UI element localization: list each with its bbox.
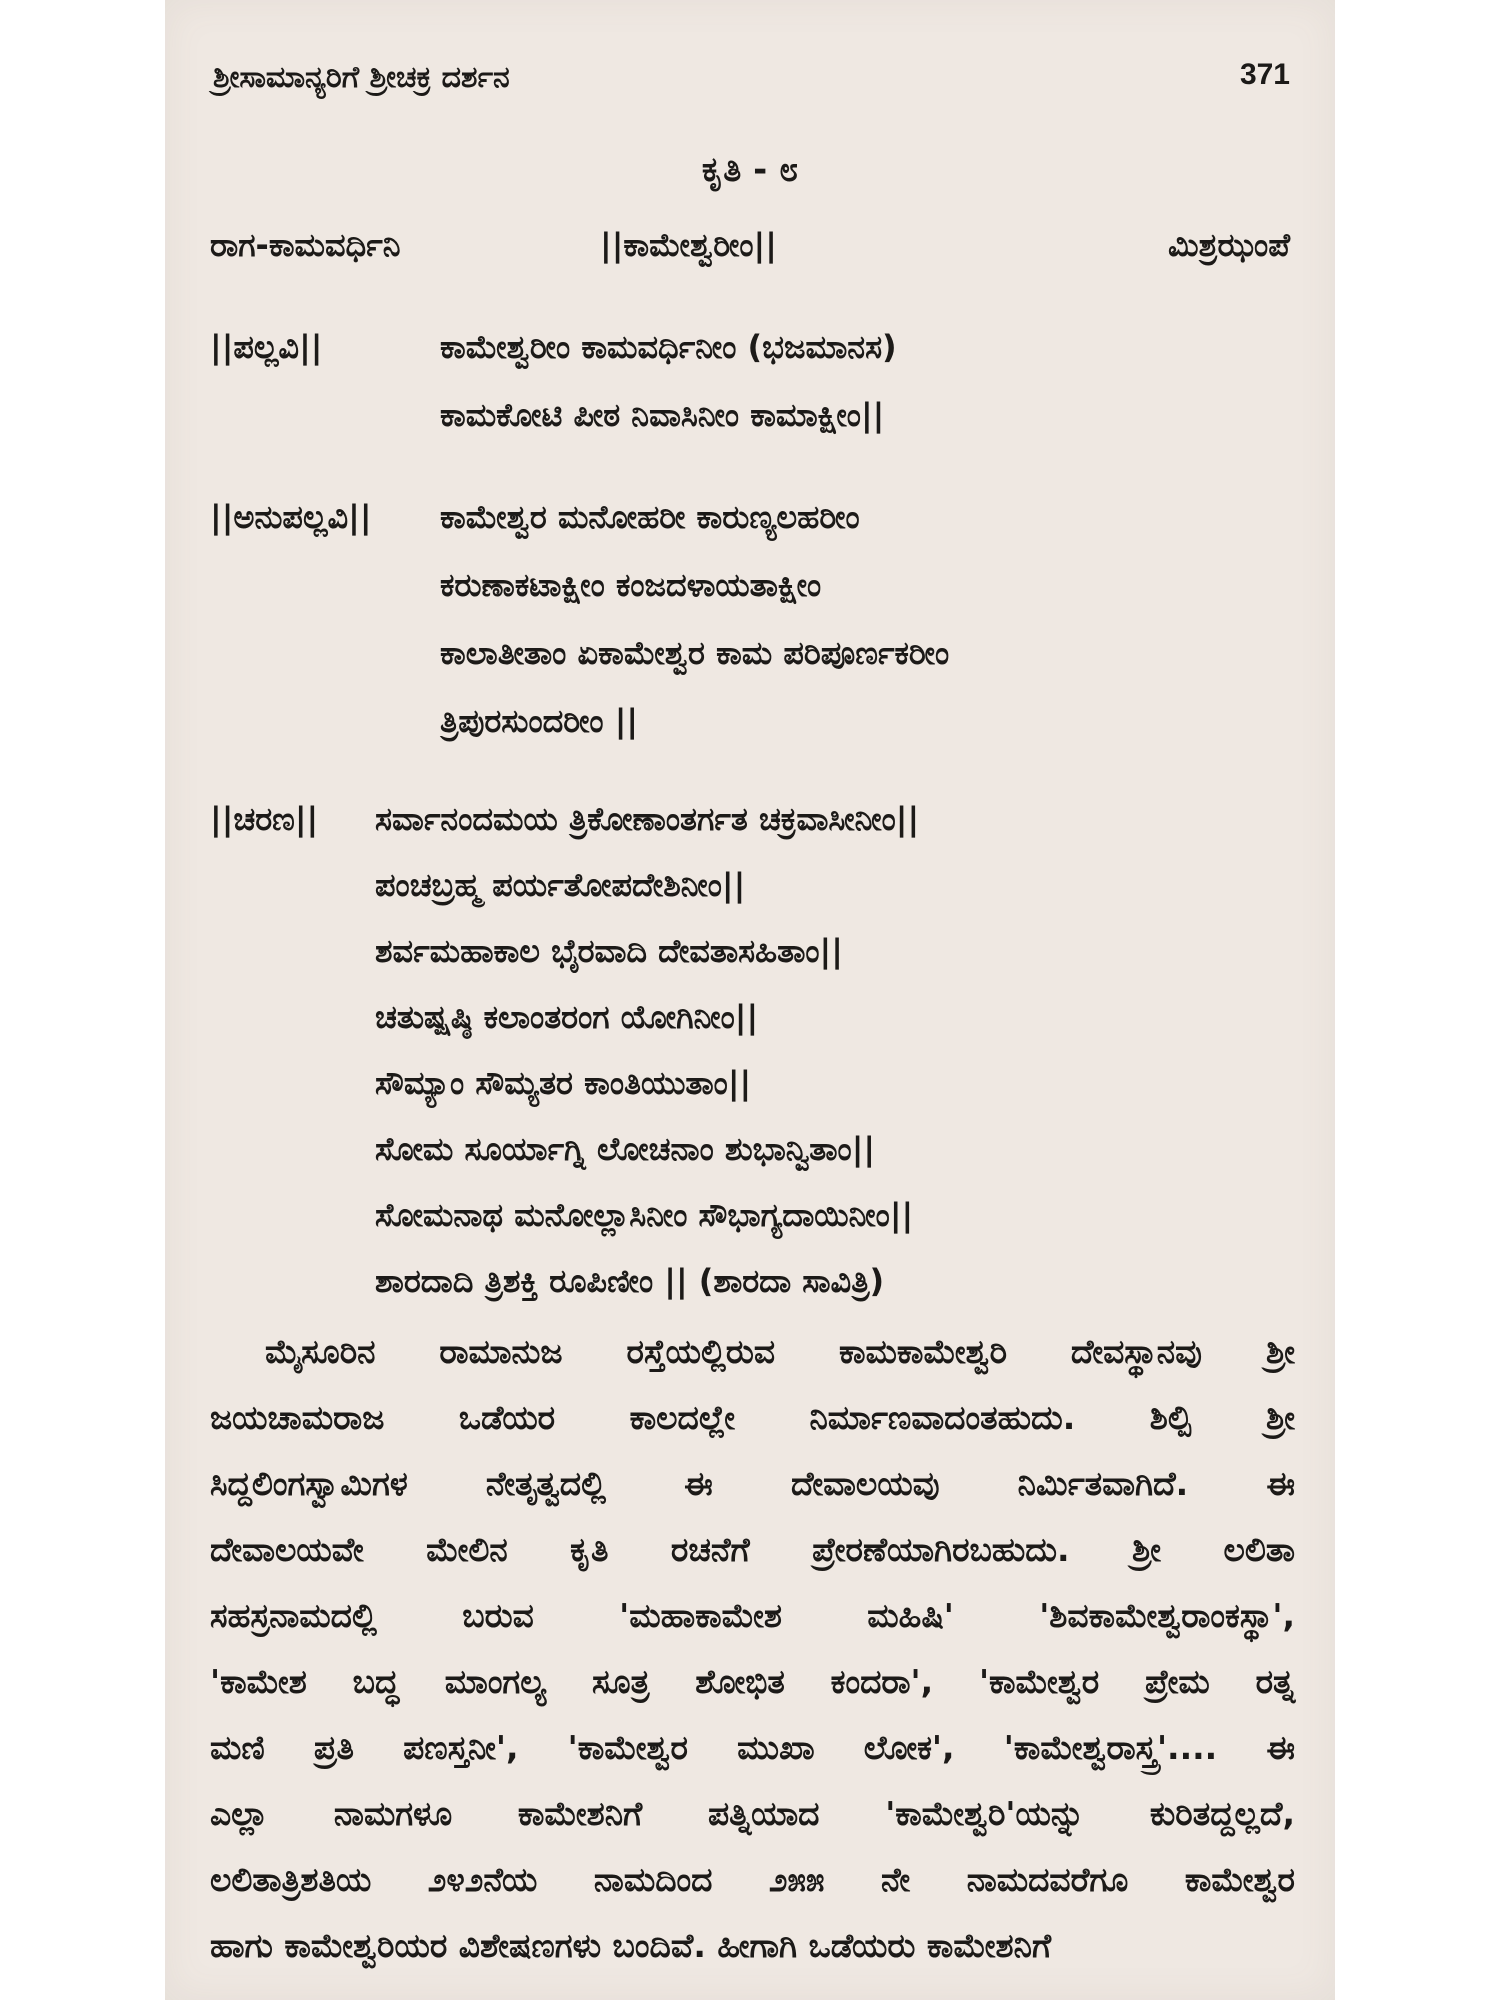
anupallavi-line: ಕಾಮೇಶ್ವರ ಮನೋಹರೀ ಕಾರುಣ್ಯಲಹರೀಂ [440, 498, 860, 536]
anupallavi-line: ಕಾಲಾತೀತಾಂ ಏಕಾಮೇಶ್ವರ ಕಾಮ ಪರಿಪೂರ್ಣಕರೀಂ [440, 634, 950, 672]
paragraph-line: ಮೈಸೂರಿನ ರಾಮಾನುಜ ರಸ್ತೆಯಲ್ಲಿರುವ ಕಾಮಕಾಮೇಶ್ವರಿ ದೇವಸ್ಥಾನವು ಶ್ರೀ [265, 1332, 1295, 1371]
charana-label: ||ಚರಣ|| [210, 800, 319, 838]
raga-label: ರಾಗ-ಕಾಮವರ್ಧಿನಿ [210, 226, 401, 264]
paragraph-line: ಮಣಿ ಪ್ರತಿ ಪಣಸ್ತನೀ', 'ಕಾಮೇಶ್ವರ ಮುಖಾ ಲೋಕ', 'ಕಾಮೇಶ್ವರಾಸ್ತ್ರ'.... ಈ [210, 1728, 1295, 1767]
paragraph-line: ಸಹಸ್ರನಾಮದಲ್ಲಿ ಬರುವ 'ಮಹಾಕಾಮೇಶ ಮಹಿಷಿ' 'ಶಿವಕಾಮೇಶ್ವರಾಂಕಸ್ಥಾ', [210, 1596, 1295, 1635]
kriti-name: ||ಕಾಮೇಶ್ವರೀಂ|| [600, 226, 777, 264]
anupallavi-line: ಕರುಣಾಕಟಾಕ್ಷೀಂ ಕಂಜದಳಾಯತಾಕ್ಷೀಂ [440, 566, 822, 604]
paragraph-line: ಹಾಗು ಕಾಮೇಶ್ವರಿಯರ ವಿಶೇಷಣಗಳು ಬಂದಿವೆ. ಹೀಗಾಗಿ ಒಡೆಯರು ಕಾಮೇಶನಿಗೆ [210, 1926, 1052, 1965]
anupallavi-line: ತ್ರಿಪುರಸುಂದರೀಂ || [440, 702, 639, 740]
paragraph-line: 'ಕಾಮೇಶ ಬದ್ಧ ಮಾಂಗಲ್ಯ ಸೂತ್ರ ಶೋಭಿತ ಕಂದರಾ', 'ಕಾಮೇಶ್ವರ ಪ್ರೇಮ ರತ್ನ [210, 1662, 1295, 1701]
charana-line: ಸೌಮ್ಯಾಂ ಸೌಮ್ಯತರ ಕಾಂತಿಯುತಾಂ|| [375, 1064, 752, 1102]
kriti-title: ಕೃತಿ - ೮ [701, 150, 799, 190]
charana-line: ಸೋಮ ಸೂರ್ಯಾಗ್ನಿ ಲೋಚನಾಂ ಶುಭಾನ್ವಿತಾಂ|| [375, 1130, 876, 1168]
pallavi-line: ಕಾಮೇಶ್ವರೀಂ ಕಾಮವರ್ಧಿನೀಂ (ಭಜಮಾನಸ) [440, 328, 897, 366]
charana-line: ಸರ್ವಾನಂದಮಯ ತ್ರಿಕೋಣಾಂತರ್ಗತ ಚಕ್ರವಾಸೀನೀಂ|| [375, 800, 920, 838]
charana-line: ಶಾರದಾದಿ ತ್ರಿಶಕ್ತಿ ರೂಪಿಣೀಂ || (ಶಾರದಾ ಸಾವಿತ್ರಿ) [375, 1262, 885, 1300]
paragraph-line: ದೇವಾಲಯವೇ ಮೇಲಿನ ಕೃತಿ ರಚನೆಗೆ ಪ್ರೇರಣೆಯಾಗಿರಬಹುದು. ಶ್ರೀ ಲಲಿತಾ [210, 1530, 1295, 1569]
charana-line: ಸೋಮನಾಥ ಮನೋಲ್ಲಾಸಿನೀಂ ಸೌಭಾಗ್ಯದಾಯಿನೀಂ|| [375, 1196, 914, 1234]
running-title: ಶ್ರೀಸಾಮಾನ್ಯರಿಗೆ ಶ್ರೀಚಕ್ರ ದರ್ಶನ [213, 60, 510, 95]
anupallavi-label: ||ಅನುಪಲ್ಲವಿ|| [210, 498, 372, 536]
charana-line: ಶರ್ವಮಹಾಕಾಲ ಭೈರವಾದಿ ದೇವತಾಸಹಿತಾಂ|| [375, 932, 843, 970]
charana-line: ಪಂಚಬ್ರಹ್ಮ ಪರ್ಯತೋಪದೇಶಿನೀಂ|| [375, 866, 746, 904]
page-number: 371 [1239, 58, 1290, 91]
book-page [165, 0, 1335, 2000]
pallavi-label: ||ಪಲ್ಲವಿ|| [210, 328, 323, 366]
paragraph-line: ಎಲ್ಲಾ ನಾಮಗಳೂ ಕಾಮೇಶನಿಗೆ ಪತ್ನಿಯಾದ 'ಕಾಮೇಶ್ವರಿ'ಯನ್ನು ಕುರಿತದ್ದಲ್ಲದೆ, [210, 1794, 1295, 1833]
tala-label: ಮಿಶ್ರಝಂಪೆ [1168, 226, 1290, 264]
paragraph-line: ಲಲಿತಾತ್ರಿಶತಿಯ ೨೪೨ನೆಯ ನಾಮದಿಂದ ೨೫೫ ನೇ ನಾಮದವರೆಗೂ ಕಾಮೇಶ್ವರ [210, 1860, 1295, 1899]
paragraph-line: ಜಯಚಾಮರಾಜ ಒಡೆಯರ ಕಾಲದಲ್ಲೇ ನಿರ್ಮಾಣವಾದಂತಹುದು. ಶಿಲ್ಪಿ ಶ್ರೀ [210, 1398, 1295, 1437]
pallavi-line: ಕಾಮಕೋಟಿ ಪೀಠ ನಿವಾಸಿನೀಂ ಕಾಮಾಕ್ಷೀಂ|| [440, 396, 885, 434]
paragraph-line: ಸಿದ್ದಲಿಂಗಸ್ವಾಮಿಗಳ ನೇತೃತ್ವದಲ್ಲಿ ಈ ದೇವಾಲಯವು ನಿರ್ಮಿತವಾಗಿದೆ. ಈ [210, 1464, 1295, 1503]
charana-line: ಚತುಷ್ಷಷ್ಠಿ ಕಲಾಂತರಂಗ ಯೋಗಿನೀಂ|| [375, 998, 759, 1036]
